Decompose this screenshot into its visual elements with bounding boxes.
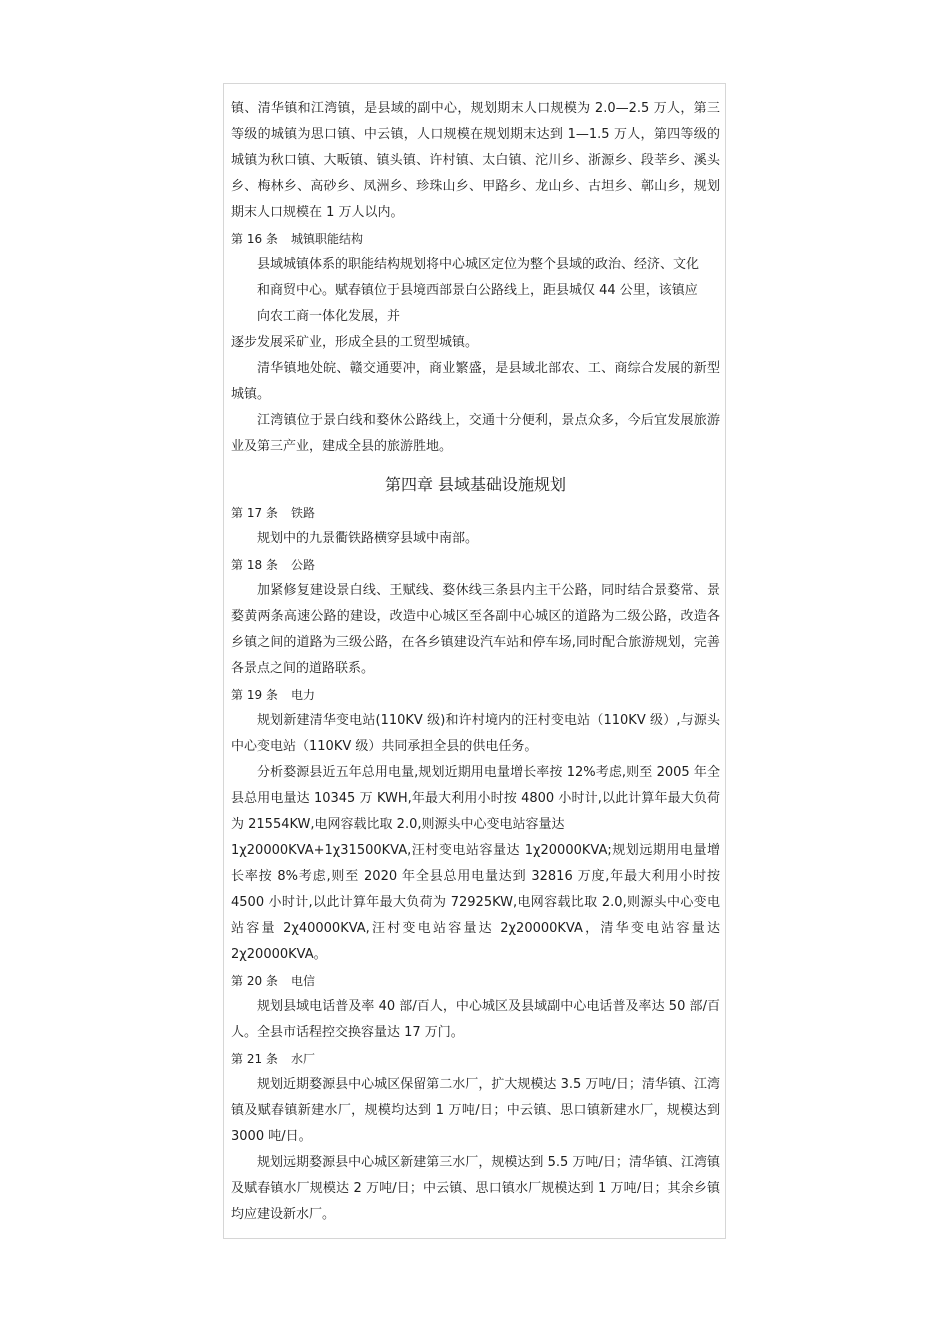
article-19-paragraph: 1χ20000KVA+1χ31500KVA,汪村变电站容量达 1χ20000KVA;规划远期用电量增长率按 8%考虑,则至 2020 年全县总用电量达到 32816 万度,年最大利用小时按 4500 小时计,以此计算年最大负荷为 72925KW,电网容载比取 2.0,则源头中心变电站容量 2χ40000KVA,汪村变电站容量达 2χ20000KVA，清华变电站容量达 2χ20000KVA。 bbox=[231, 843, 720, 962]
article-19-paragraph: 规划新建清华变电站(110KV 级)和许村境内的汪村变电站（110KV 级）,与源头中心变电站（110KV 级）共同承担全县的供电任务。 bbox=[231, 713, 720, 754]
article-16-heading bbox=[231, 226, 720, 252]
article-title: 电信 bbox=[291, 974, 316, 988]
article-title: 水厂 bbox=[291, 1052, 316, 1066]
article-19-paragraph: 分析婺源县近五年总用电量,规划近期用电量增长率按 12%考虑,则至 2005 年全县总用电量达 10345 万 KWH,年最大利用小时按 4800 小时计,以此计算年最大负荷为 21554KW,电网容载比取 2.0,则源头中心变电站容量达 bbox=[231, 765, 720, 832]
page-content bbox=[231, 96, 720, 1228]
article-16-paragraph: 县域城镇体系的职能结构规划将中心城区定位为整个县域的政治、经济、文化 bbox=[257, 257, 700, 272]
article-20-heading bbox=[231, 968, 720, 994]
article-20-paragraph: 规划县域电话普及率 40 部/百人，中心城区及县域副中心电话普及率达 50 部/百人。全县市话程控交换容量达 17 万门。 bbox=[231, 999, 720, 1040]
article-16-paragraph: 江湾镇位于景白线和婺休公路线上，交通十分便利，景点众多，今后宜发展旅游业及第三产业，建成全县的旅游胜地。 bbox=[231, 413, 720, 454]
article-17-heading bbox=[231, 500, 720, 526]
article-number: 第 19 条 bbox=[231, 688, 278, 702]
article-number: 第 18 条 bbox=[231, 558, 278, 572]
article-title: 铁路 bbox=[291, 506, 316, 520]
article-16-paragraph: 逐步发展采矿业，形成全县的工贸型城镇。 bbox=[231, 335, 479, 350]
article-number: 第 20 条 bbox=[231, 974, 278, 988]
article-title: 城镇职能结构 bbox=[291, 232, 364, 246]
article-title: 电力 bbox=[291, 688, 316, 702]
article-18-heading bbox=[231, 552, 720, 578]
article-18-paragraph: 加紧修复建设景白线、王赋线、婺休线三条县内主干公路，同时结合景婺常、景婺黄两条高速公路的建设，改造中心城区至各副中心城区的道路为二级公路，改造各乡镇之间的道路为三级公路，在各乡镇建设汽车站和停车场,同时配合旅游规划，完善各景点之间的道路联系。 bbox=[231, 583, 720, 676]
article-21-paragraph: 规划远期婺源县中心城区新建第三水厂，规模达到 5.5 万吨/日；清华镇、江湾镇及赋春镇水厂规模达 2 万吨/日；中云镇、思口镇水厂规模达到 1 万吨/日；其余乡镇均应建设新水厂。 bbox=[231, 1155, 720, 1222]
article-17-paragraph: 规划中的九景衢铁路横穿县域中南部。 bbox=[257, 531, 479, 546]
article-title: 公路 bbox=[291, 558, 316, 572]
chapter-title: 第四章 县域基础设施规划 bbox=[384, 475, 567, 494]
article-number: 第 16 条 bbox=[231, 232, 278, 246]
article-16-paragraph: 向农工商一体化发展，并 bbox=[257, 309, 401, 324]
article-16-paragraph: 清华镇地处皖、赣交通要冲，商业繁盛，是县域北部农、工、商综合发展的新型城镇。 bbox=[231, 361, 720, 402]
article-16-paragraph: 和商贸中心。赋春镇位于县境西部景白公路线上，距县城仅 44 公里，该镇应 bbox=[257, 283, 698, 298]
article-21-heading bbox=[231, 1046, 720, 1072]
article-21-paragraph: 规划近期婺源县中心城区保留第二水厂，扩大规模达 3.5 万吨/日；清华镇、江湾镇及赋春镇新建水厂，规模均达到 1 万吨/日；中云镇、思口镇新建水厂，规模达到 3000 吨/日。 bbox=[231, 1077, 720, 1144]
intro-paragraph: 镇、清华镇和江湾镇，是县域的副中心，规划期末人口规模为 2.0—2.5 万人，第三等级的城镇为思口镇、中云镇，人口规模在规划期末达到 1—1.5 万人，第四等级的城镇为秋口镇、大畈镇、镇头镇、许村镇、太白镇、沱川乡、浙源乡、段莘乡、溪头乡、梅林乡、高砂乡、凤洲乡、珍珠山乡、甲路乡、龙山乡、古坦乡、鄣山乡，规划期末人口规模在 1 万人以内。 bbox=[231, 101, 720, 220]
document-page bbox=[223, 83, 726, 1239]
article-number: 第 21 条 bbox=[231, 1052, 278, 1066]
article-19-heading bbox=[231, 682, 720, 708]
article-number: 第 17 条 bbox=[231, 506, 278, 520]
